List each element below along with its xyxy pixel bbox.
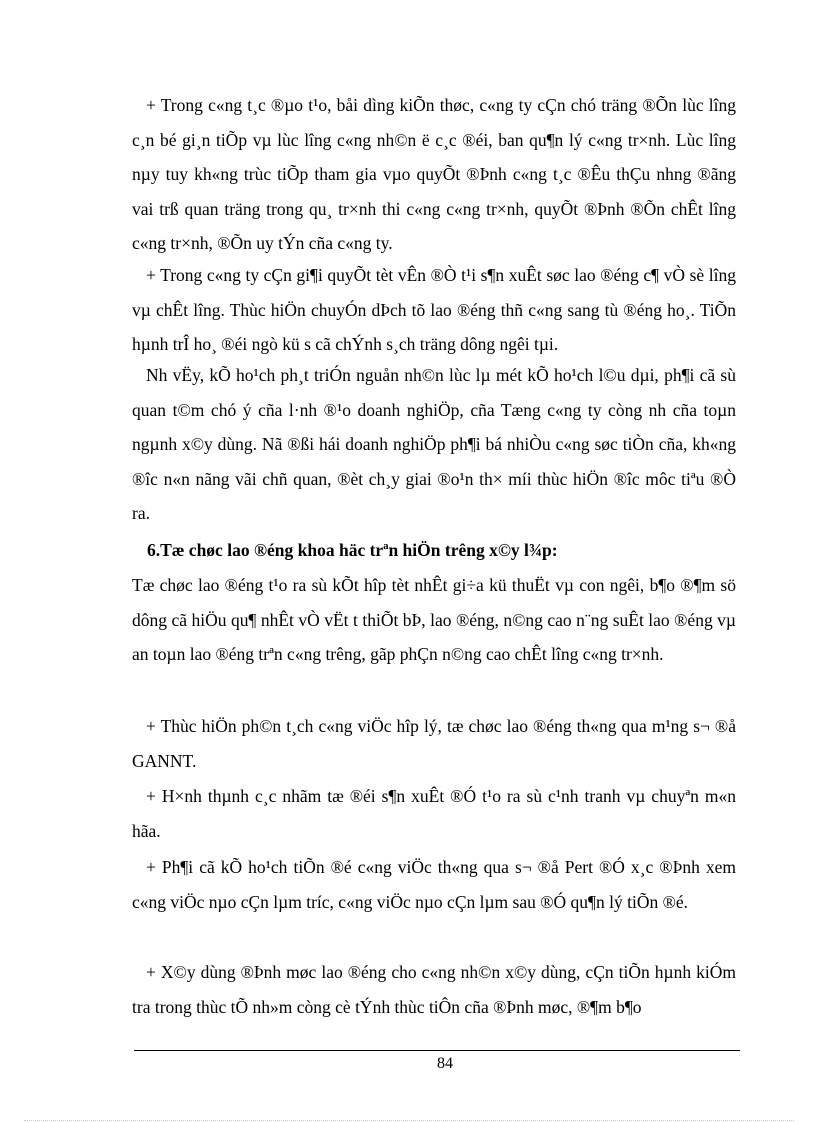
paragraph-teams: + H×nh thµnh c¸c nhãm tæ ®éi s¶n xuÊt ®Ó t¹o ra sù c¹nh tranh vµ chuyªn m«n hãa. xyxy=(132,786,736,841)
paragraph-hr-plan: Nh vËy, kÕ ho¹ch ph¸t triÓn nguån nh©n lùc lµ mét kÕ ho¹ch l©u dµi, ph¶i cã sù quan t©m chó ý cña l·nh ®¹o doanh nghiÖp, cña Tæng c«ng ty còng nh cña toµn ngµnh x©y dùng. Nã ®ßi hái doanh nghiÖp ph¶i bá nhiÒu c«ng søc tiÒn cña, kh«ng ®îc n«n nãng vãi chñ quan, ®èt ch¸y giai ®o¹n th× míi thùc hiÖn ®îc môc tiªu ®Ò ra. xyxy=(132,365,736,523)
paragraph-labor-organization: Tæ chøc lao ®éng t¹o ra sù kÕt hîp tèt nhÊt gi÷a kü thuËt vµ con ngêi, b¶o ®¶m sö dông cã hiÖu qu¶ nhÊt vÒ vËt t thiÕt bÞ, lao ®éng, n©ng cao n¨ng suÊt lao ®éng vµ an toµn lao ®éng trªn c«ng trêng, gãp phÇn n©ng cao chÊt lîng c«ng tr×nh. xyxy=(132,575,736,664)
paragraph-training-staff: + Trong c«ng t¸c ®µo t¹o, båi dìng kiÕn thøc, c«ng ty cÇn chó träng ®Õn lùc lîng c¸n bé gi¸n tiÕp vµ lùc lîng c«ng nh©n ë c¸c ®éi, ban qu¶n lý c«ng tr×nh. Lùc lîng nµy tuy kh«ng trùc tiÕp tham gia vµo quyÕt ®Þnh c«ng t¸c ®Êu thÇu nhng ®ãng vai trß quan träng trong qu¸ tr×nh thi c«ng c«ng tr×nh, quyÕt ®Þnh ®Õn chÊt lîng c«ng tr×nh, ®Õn uy tÝn cña c«ng ty. xyxy=(132,95,736,253)
page-number: 84 xyxy=(437,1055,453,1072)
footer-rule xyxy=(134,1050,740,1051)
page-bottom-dotted-border xyxy=(24,1120,794,1121)
section-heading: 6.Tæ chøc lao ®éng khoa häc trªn hiÖn trêng x©y l¾p: xyxy=(147,540,558,560)
paragraph-labor-production: + Trong c«ng ty cÇn gi¶i quyÕt tèt vÊn ®Ò t¹i s¶n xuÊt søc lao ®éng c¶ vÒ sè lîng vµ chÊt lîng. Thùc hiÖn chuyÓn dÞch tõ lao ®éng thñ c«ng sang tù ®éng ho¸. TiÕn hµnh trÎ ho¸ ®éi ngò kü s cã chÝnh s¸ch träng dông ngêi tµi. xyxy=(132,265,736,354)
paragraph-labor-norms: + X©y dùng ®Þnh møc lao ®éng cho c«ng nh©n x©y dùng, cÇn tiÕn hµnh kiÓm tra trong thùc tÕ nh»m còng cè tÝnh thùc tiÔn cña ®Þnh møc, ®¶m b¶o xyxy=(132,962,736,1017)
paragraph-pert: + Ph¶i cã kÕ ho¹ch tiÕn ®é c«ng viÖc th«ng qua s¬ ®å Pert ®Ó x¸c ®Þnh xem c«ng viÖc nµo cÇn lµm tríc, c«ng viÖc nµo cÇn lµm sau ®Ó qu¶n lý tiÕn ®é. xyxy=(132,857,736,912)
paragraph-gannt: + Thùc hiÖn ph©n t¸ch c«ng viÖc hîp lý, tæ chøc lao ®éng th«ng qua m¹ng s¬ ®å GANNT. xyxy=(132,716,736,771)
